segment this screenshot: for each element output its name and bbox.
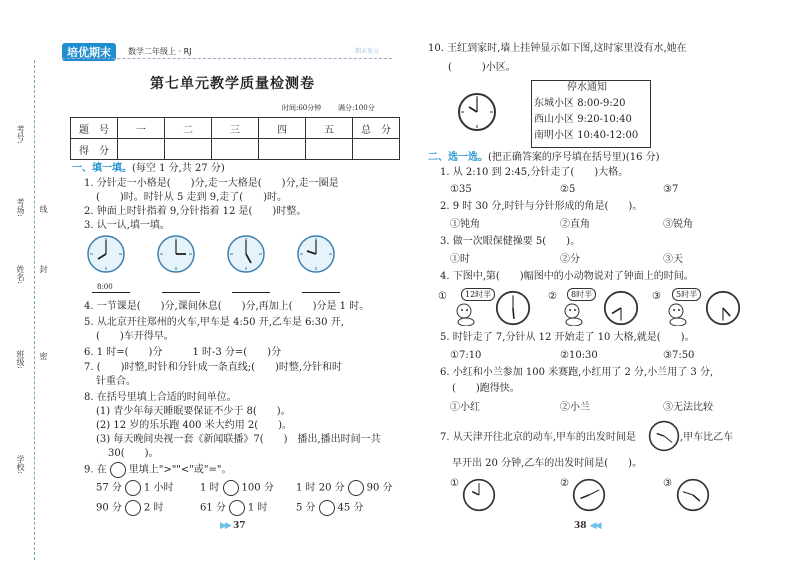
section2-note: (把正确答案的序号填在括号里)(16 分) xyxy=(488,152,660,163)
wall-clock-icon xyxy=(457,92,497,132)
answer-line[interactable] xyxy=(162,292,200,293)
question-6: 6. 1 时=( )分 1 时-3 分=( )分 xyxy=(84,347,282,358)
question-9 xyxy=(84,462,231,478)
question-8-3b: 30( )。 xyxy=(108,448,159,459)
question-2: 2. 钟面上时针指着 9,分针指着 12 是( )时整。 xyxy=(84,206,307,217)
section1-title: 一、填一填。 xyxy=(72,163,132,174)
score-cell[interactable] xyxy=(118,139,165,160)
clock-icon xyxy=(648,420,680,452)
option[interactable]: ③无法比较 xyxy=(663,402,713,413)
score-cell: 三 xyxy=(212,118,259,139)
question-9-suffix: 里填上">""<"或"="。 xyxy=(128,464,232,476)
question-4: 4. 一节课是( )分,课间休息( )分,再加上( )分是 1 时。 xyxy=(84,301,370,312)
notice-area: 西山小区 xyxy=(534,114,574,125)
question-8-1: (1) 青少年每天睡眠要保证不少于 8( )。 xyxy=(96,406,291,417)
option[interactable]: ③7:50 xyxy=(663,350,695,361)
compare-right: 90 分 xyxy=(366,482,393,494)
speech-bubble: 5时半 xyxy=(672,288,701,301)
animal-icon xyxy=(560,302,590,326)
choice-question-7a xyxy=(440,431,636,445)
answer-line[interactable] xyxy=(232,292,270,293)
compare-row xyxy=(296,500,363,516)
question-9-prefix: 9. 在 xyxy=(84,464,107,476)
notice-row xyxy=(534,97,625,111)
question-8-3a: (3) 每天晚间央视一套《新闻联播》7( ) 播出,播出时间一共 xyxy=(96,434,381,445)
score-table-score-row xyxy=(71,139,400,160)
clock-icon xyxy=(226,234,266,274)
question-5a: 5. 从北京开往郑州的火车,甲车是 4:50 开,乙车是 6:30 开, xyxy=(84,317,344,328)
notice-area: 南明小区 xyxy=(534,130,574,141)
compare-right: 100 分 xyxy=(241,482,274,494)
score-cell[interactable] xyxy=(259,139,306,160)
choice-question-6a: 6. 小红和小兰参加 100 米赛跑,小红用了 2 分,小兰用了 3 分, xyxy=(440,367,714,378)
option[interactable]: ③天 xyxy=(663,254,683,265)
compare-row xyxy=(96,480,173,496)
picture-number: ② xyxy=(548,291,557,302)
score-table-header-row xyxy=(71,118,400,139)
compare-left: 5 分 xyxy=(296,502,316,514)
notice-area: 东城小区 xyxy=(534,98,574,109)
option[interactable]: ②分 xyxy=(560,254,580,265)
compare-circle[interactable] xyxy=(223,480,239,496)
compare-circle[interactable] xyxy=(229,500,245,516)
question-10a: 10. 王红到家时,墙上挂钟显示如下图,这时家里没有水,她在 xyxy=(428,43,687,54)
picture-number: ③ xyxy=(652,291,661,302)
sidebar-label-class: 班级: xyxy=(16,350,25,369)
score-cell: 题 号 xyxy=(71,118,118,139)
option-number[interactable]: ① xyxy=(450,478,459,489)
picture-number: ① xyxy=(438,291,447,302)
speech-bubble: 12时半 xyxy=(461,288,495,301)
question-8-2: (2) 12 岁的乐乐跑 400 米大约用 2( )。 xyxy=(96,420,293,431)
clock-caption: 8:00 xyxy=(97,283,113,291)
clock-icon xyxy=(603,290,639,326)
compare-circle[interactable] xyxy=(348,480,364,496)
score-cell[interactable] xyxy=(306,139,353,160)
compare-right: 1 小时 xyxy=(143,482,174,494)
clock-icon xyxy=(296,234,336,274)
question-8: 8. 在括号里填上合适的时间单位。 xyxy=(84,392,237,403)
question-1a: 1. 分针走一小格是( )分,走一大格是( )分,走一圈是 xyxy=(84,178,339,189)
brand-logo: 培优期末 xyxy=(62,43,116,61)
choice-question-7a-text: 7. 从天津开往北京的动车,甲车的出发时间是 xyxy=(440,432,636,443)
option[interactable]: ②5 xyxy=(560,184,576,195)
option[interactable]: ①7:10 xyxy=(450,350,482,361)
question-5b: ( )车开得早。 xyxy=(96,331,174,342)
option[interactable]: ①时 xyxy=(450,254,470,265)
clock-icon xyxy=(705,290,741,326)
animal-icon xyxy=(452,302,482,326)
page-number-right xyxy=(574,521,600,531)
compare-row xyxy=(296,480,393,496)
page-number-value: 38 xyxy=(574,521,587,531)
score-cell[interactable] xyxy=(165,139,212,160)
compare-right: 2 时 xyxy=(143,502,164,514)
compare-right: 45 分 xyxy=(337,502,364,514)
option[interactable]: ①小红 xyxy=(450,402,480,413)
subject-label: 数学二年级上 · RJ xyxy=(128,47,192,56)
choice-question-1: 1. 从 2:10 到 2:45,分针走了( )大格。 xyxy=(440,167,629,178)
score-cell: 一 xyxy=(118,118,165,139)
notice-time: 10:40-12:00 xyxy=(577,130,639,141)
score-cell: 二 xyxy=(165,118,212,139)
exam-time: 时间:60分钟 xyxy=(282,104,322,112)
answer-line[interactable] xyxy=(92,292,130,293)
score-cell[interactable] xyxy=(353,139,400,160)
header-right-tag: 期末复习 xyxy=(355,48,380,55)
notice-time: 8:00-9:20 xyxy=(577,98,626,109)
option[interactable]: ①钝角 xyxy=(450,219,480,230)
page-number-left xyxy=(220,521,246,531)
section2-heading xyxy=(428,151,660,165)
notice-row xyxy=(534,129,638,143)
clock-icon xyxy=(462,478,496,512)
score-cell: 得 分 xyxy=(71,139,118,160)
option[interactable]: ②10:30 xyxy=(560,350,598,361)
choice-question-6b: ( )跑得快。 xyxy=(452,383,520,394)
choice-question-4: 4. 下图中,第( )幅图中的小动物说对了钟面上的时间。 xyxy=(440,271,694,282)
choice-question-7a-tail: ,甲车比乙车 xyxy=(680,432,734,443)
answer-line[interactable] xyxy=(302,292,340,293)
sidebar-mark-secret: 密 xyxy=(39,352,48,360)
compare-circle[interactable] xyxy=(319,500,335,516)
speech-bubble: 8时半 xyxy=(567,288,596,301)
compare-left: 61 分 xyxy=(200,502,226,514)
option[interactable]: ③锐角 xyxy=(663,219,693,230)
score-cell: 五 xyxy=(306,118,353,139)
option-number[interactable]: ③ xyxy=(663,478,672,489)
page-number-value: 37 xyxy=(232,521,246,531)
clock-icon xyxy=(676,478,710,512)
score-cell: 总 分 xyxy=(353,118,400,139)
sidebar-mark-seal: 封 xyxy=(39,265,48,273)
score-cell[interactable] xyxy=(212,139,259,160)
compare-circle-icon xyxy=(110,462,126,478)
option[interactable]: ①35 xyxy=(450,184,472,195)
sidebar-label-name: 姓名: xyxy=(16,265,25,284)
sidebar-label-school: 学校: xyxy=(16,455,25,474)
page-deco-icon: ▶▶ xyxy=(220,521,230,531)
question-7a: 7. ( )时整,时针和分针成一条直线;( )时整,分针和时 xyxy=(84,362,343,373)
section2-title: 二、选一选。 xyxy=(428,152,488,163)
sidebar-label-exam-number: 考号: xyxy=(16,125,25,144)
choice-question-3: 3. 做一次眼保健操要 5( )。 xyxy=(440,236,581,247)
compare-row xyxy=(200,480,274,496)
sidebar-mark-line: 线 xyxy=(39,205,48,213)
exam-title: 第七单元教学质量检测卷 xyxy=(150,76,315,92)
option[interactable]: ③7 xyxy=(663,184,679,195)
compare-left: 1 时 xyxy=(200,482,220,494)
score-cell: 四 xyxy=(259,118,306,139)
clock-icon xyxy=(572,478,606,512)
exam-full-score: 满分:100分 xyxy=(338,104,375,112)
header-rule xyxy=(62,58,392,59)
compare-row xyxy=(96,500,163,516)
question-3: 3. 认一认,填一填。 xyxy=(84,220,170,231)
compare-circle[interactable] xyxy=(125,500,141,516)
section1-note: (每空 1 分,共 27 分) xyxy=(132,163,225,174)
compare-left: 90 分 xyxy=(96,502,122,514)
sidebar-label-exam-room: 考场: xyxy=(16,198,25,217)
question-1b: ( )时。时针从 5 走到 9,走了( )时。 xyxy=(96,192,288,203)
compare-circle[interactable] xyxy=(125,480,141,496)
binding-line xyxy=(34,60,35,560)
notice-row xyxy=(534,113,632,127)
choice-question-7b: 早开出 20 分钟,乙车的出发时间是( )。 xyxy=(452,458,643,469)
option[interactable]: ②直角 xyxy=(560,219,590,230)
choice-question-2: 2. 9 时 30 分,时针与分针形成的角是( )。 xyxy=(440,201,643,212)
option[interactable]: ②小兰 xyxy=(560,402,590,413)
compare-left: 1 时 20 分 xyxy=(296,482,345,494)
clock-icon xyxy=(156,234,196,274)
compare-right: 1 时 xyxy=(247,502,268,514)
compare-left: 57 分 xyxy=(96,482,122,494)
compare-row xyxy=(200,500,267,516)
question-7b: 针重合。 xyxy=(96,376,136,387)
option-number[interactable]: ② xyxy=(560,478,569,489)
score-table xyxy=(70,117,400,160)
section1-heading xyxy=(72,162,225,176)
clock-icon xyxy=(495,290,531,326)
question-10b: ( )小区。 xyxy=(448,62,516,73)
choice-question-5: 5. 时针走了 7,分针从 12 开始走了 10 大格,就是( )。 xyxy=(440,332,695,343)
page-deco-icon: ◀◀ xyxy=(589,521,600,531)
animal-icon xyxy=(664,302,694,326)
notice-time: 9:20-10:40 xyxy=(577,114,632,125)
notice-title: 停水通知 xyxy=(567,82,607,93)
clock-icon xyxy=(86,234,126,274)
